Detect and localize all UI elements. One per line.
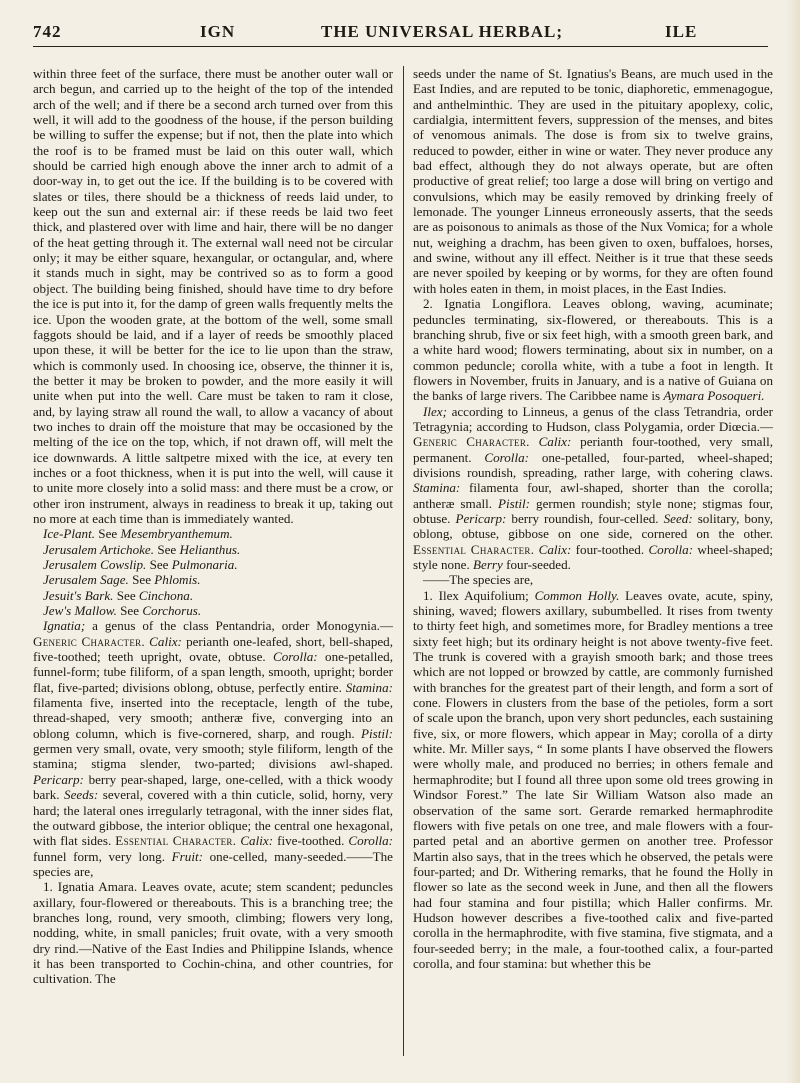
ignatia-entry: [33, 618, 393, 879]
xref-term: Jew's Mallow.: [43, 603, 117, 619]
xref-target: Pulmonaria.: [171, 557, 238, 572]
xref-ice-plant: [33, 526, 393, 541]
xref-term: Jerusalem Sage.: [43, 572, 129, 588]
xref-term: Ice-Plant.: [43, 526, 95, 542]
ignatius-beans-paragraph: seeds under the name of St. Ignatius's Beans, are much used in the East Indies, and are reputed to be tonic, diaphoretic, emmenagogue, and anthelminthic. They are used in the pituitary apoplexy, colic, cardialgia, intermittent fevers, suppression of the menses, and bites of venomous animals. The dose is from six to twelve grains, reduced to powder, either in wine or water. They never produce any bad effect, although they do not always operate, but are often productive of great relief; too large a dose will bring on vertigo and convulsions, which may be easily removed by drinking freely of lemonade. The younger Linneus erroneously asserts, that the seeds are as poisonous to animals as those of the Nux Vomica; for a whole nut, weighing a drachm, has been given to oxen, buffaloes, horses, and swine, without any ill effect. Neither is it true that these seeds are never spoiled by keeping or by worms, for they are often found with holes eaten in them, in moist places, in the East Indies.: [413, 66, 773, 296]
pericarp-label: Pericarp:: [33, 771, 84, 787]
species-name: 1. Ilex Aquifolium;: [423, 587, 529, 603]
seeds-label: Seeds:: [64, 787, 99, 803]
ess-corolla-label: Corolla:: [348, 833, 394, 849]
column-divider: [403, 66, 404, 1056]
xref-see: See: [98, 526, 118, 542]
fruit-label: Fruit:: [171, 848, 203, 864]
xref-jerusalem-artichoke: [33, 542, 393, 557]
ess-corolla-text: wheel-shaped; style none.: [413, 541, 774, 572]
fruit-text: one-celled, many-seeded.: [209, 848, 347, 864]
text-columns: [33, 66, 774, 1066]
corolla-label: Corolla:: [484, 449, 529, 465]
xref-target: Cinchona.: [138, 587, 194, 603]
species-name: 2. Ignatia Longiflora.: [423, 296, 552, 312]
pistil-text: germen roundish; style none; stigmas four, obtuse.: [413, 495, 773, 526]
pistil-label: Pistil:: [498, 495, 531, 511]
generic-character-heading: Generic Character.: [413, 434, 530, 450]
species-ilex-aquifolium: [413, 588, 773, 972]
caribbee-name: Aymara Posoqueri.: [663, 388, 765, 404]
species-text: Leaves ovate, acute, spiny, shining, waved; flowers axillary, subumbelled. It rises from twenty to thirty feet high, and sometimes more, for Bradley mentions a tree sixty feet high; but its ordinary height is not above twenty-five feet. The trunk is covered with a grayish smooth bark; and those trees which are not lopped or browzed by cattle, are commonly furnished with branches for the greatest part of their length, and form a sort of cone. Flowers in clusters from the base of the petioles, form a sort of scale upon the branch, upon very short peduncles, each sustaining five, six, or more flowers, which appear in May; corolla of a dirty white. Mr. Miller says, “ In some plants I have observed the flowers were wholly male, and produced no berries; in others female and hermaphrodite; but I found all three upon some old trees growing in Windsor Forest.” The late Sir William Watson also made an observation of the same sort. Gerarde remarked hermaphrodite flowers with five petals on one tree, and male flowers with a four-parted petal and an abortive germen on another tree. Professor Martin also says, that in the trees which he observed, the petals were four-parted; and Dr. Withering remarks, that he found the Holly in flower so late as the second week in June, and then all the flowers had four stamina and four pistilla; which Haller confirms. Mr. Hudson however describes a five-toothed calix and five-parted corolla in the hermaphrodite, with five stamina, five stigmata, and a four-seeded berry; in the male, a four-toothed calix, a four-parted corolla, and four stamina: but whether this be: [413, 587, 773, 971]
xref-term: Jerusalem Artichoke.: [43, 541, 155, 557]
species-text: Leaves oblong, waving, acuminate; peduncles terminating, six-flowered, or thereabouts. This is a branching shrub, five or six feet high, with a smooth green bark, and a white hard wood; flowers terminating, about six in number, on a common peduncle; corolla white, with a tube a foot in length. It flowers in November, fruits in January, and is a native of Guiana on the banks of large rivers. The Caribbee name is: [413, 296, 773, 404]
common-name: Common Holly.: [534, 587, 620, 603]
xref-jerusalem-sage: [33, 572, 393, 587]
xref-term: Jerusalem Cowslip.: [43, 557, 147, 572]
pistil-label: Pistil:: [360, 725, 393, 741]
pericarp-text: berry pear-shaped, large, one-celled, with a thick woody bark.: [33, 771, 394, 803]
xref-target: Mesembryanthemum.: [120, 526, 233, 542]
species-ignatia-longiflora: [413, 296, 773, 403]
right-column: [413, 66, 773, 971]
xref-target: Helianthus.: [179, 541, 241, 557]
calix-label: Calix:: [538, 434, 572, 450]
seed-label: Seed:: [663, 510, 693, 526]
xref-see: See: [149, 557, 169, 572]
page-edge-shading: [786, 0, 800, 1083]
corolla-text: one-petalled, four-parted, wheel-shaped; divisions roundish, spreading, rather large, with cohering claws.: [413, 449, 773, 480]
stamina-text: filamenta four, awl-shaped, shorter than the corolla; antheræ small.: [413, 480, 773, 511]
ess-calix-label: Calix:: [240, 833, 274, 849]
ice-house-paragraph: within three feet of the surface, there must be another outer wall or arch begun, and carried up to the height of the top of the intended arch of the well; and if there be a second arch turned over from this well, it will add to the goodness of the house, if the person building be willing to suffer the expense; but if not, then the plate into which the roof is to be framed must be laid on this outer wall, which should be carried high enough above the inner arch to admit of a door-way in, to get out the ice. If the building is to be covered with slates or tiles, there should be a thickness of reeds laid under, to keep out the sun and external air: if these reeds be laid two feet thick, and plastered over with lime and hair, there will be no danger of the heat getting through it. The external wall need not be circular only; it may be either square, hexangular, or octangular, and, where it stands much in sight, may be contrived so as to form a good object. The building being finished, should have time to dry before the ice is put into it, for the damp of green walls frequently melts the ice. Upon the wooden grate, at the bottom of the well, some small faggots should be laid, and if a layer of reeds be smoothly placed upon these, it will be better for the ice to lie upon than the straw, which is commonly used. In choosing ice, observe, the thinner it is, the better it may be broken to powder, and the more easily it will unite when put into the well. Care must be taken to ram it close, and, by laying straw all round the wall, to allow a vacancy of about two inches to drain off the moisture that may be occasioned by the melting of the ice on the top, which, if not drawn off, will melt the ice downwards. A little saltpetre mixed with the ice, at every ten inches or a foot thickness, when it is put into the well, will cause it to unite more closely into a solid mass: and there must be a crow, or other iron instrument, always in readiness to break it up, taking out no more at each time than is immediately wanted.: [33, 66, 393, 526]
calix-text: perianth one-leafed, short, bell-shaped, five-toothed; teeth upright, ovate, obtuse.: [33, 633, 394, 665]
pistil-text: germen very small, ovate, very smooth; style filiform, length of the stamina; stigma slender, two-parted; divisions awl-shaped.: [33, 741, 393, 772]
corolla-label: Corolla:: [273, 649, 318, 665]
running-header: [33, 20, 768, 47]
corolla-text: one-petalled, funnel-form; tube filiform, of a span length, smooth, upright; border flat, five-parted; divisions oblong, obtuse, perfectly entire.: [33, 649, 393, 695]
header-left-word: IGN: [200, 22, 236, 41]
ess-corolla-text: funnel form, very long.: [33, 848, 165, 864]
ess-calix-label: Calix:: [538, 541, 572, 557]
stamina-text: filamenta five, inserted into the receptacle, length of the tube, thread-shaped, very smooth; antheræ five, converging into an oblong column, which is five-cornered, sharp, and rough.: [33, 695, 393, 741]
essential-character-heading: Essential Character.: [413, 541, 535, 557]
xref-see: See: [132, 572, 152, 588]
ess-calix-text: five-toothed.: [277, 833, 345, 849]
page-number: 742: [33, 22, 62, 41]
calix-label: Calix:: [149, 633, 182, 649]
species-intro: ——The species are,: [33, 848, 393, 879]
species-ignatia-amara: [33, 879, 393, 986]
entry-term: Ilex;: [423, 403, 447, 419]
generic-character-heading: Generic Character.: [33, 633, 146, 649]
species-text: Leaves ovate, acute; stem scandent; peduncles axillary, four-flowered or thereabouts. This is a branching tree; the branches long, round, very smooth, climbing; flowers very long, nodding, white, in small panicles; fruit ovate, with a very smooth dry rind.—Native of the East Indies and Philippine Islands, whence it has been transported to Cochin-china, and other countries, for cultivation. The: [33, 879, 393, 987]
berry-text: four-seeded.: [506, 557, 571, 572]
stamina-label: Stamina:: [413, 480, 461, 496]
pericarp-label: Pericarp:: [455, 510, 507, 526]
xref-target: Phlomis.: [154, 572, 201, 588]
pericarp-text: berry roundish, four-celled.: [511, 510, 659, 526]
xref-see: See: [116, 587, 136, 603]
entry-intro: according to Linneus, a genus of the class Tetrandria, order Tetragynia; according to Hudson, class Polygamia, order Diœcia.—: [413, 403, 773, 434]
calix-text: perianth four-toothed, very small, permanent.: [413, 434, 773, 465]
ess-calix-text: four-toothed.: [575, 541, 645, 557]
species-name: 1. Ignatia Amara.: [43, 879, 138, 895]
xref-target: Corchorus.: [142, 603, 202, 619]
seeds-text: several, covered with a thin cuticle, solid, horny, very hard; the lateral ones irregularly tetragonal, with the inner sides flat, the outward gibbose, the interior oblique; the central one hexagonal, with flat sides.: [33, 787, 394, 849]
xref-jews-mallow: [33, 603, 393, 618]
left-column: [33, 66, 393, 987]
stamina-label: Stamina:: [345, 679, 394, 695]
species-intro-line: ——The species are,: [423, 572, 534, 588]
seed-text: solitary, bony, oblong, obtuse, gibbose on one side, cornered on the other.: [413, 510, 774, 542]
ilex-entry: [413, 404, 773, 573]
entry-term: Ignatia;: [43, 618, 86, 634]
header-right-word: ILE: [665, 22, 698, 41]
xref-jerusalem-cowslip: [33, 557, 393, 572]
xref-term: Jesuit's Bark.: [43, 587, 114, 603]
ess-corolla-label: Corolla:: [648, 541, 694, 557]
berry-label: Berry: [473, 557, 503, 572]
xref-see: See: [120, 603, 140, 619]
xref-jesuits-bark: [33, 588, 393, 603]
essential-character-heading: Essential Character.: [115, 833, 237, 849]
entry-intro: a genus of the class Pentandria, order Monogynia.—: [92, 618, 393, 634]
xref-see: See: [157, 541, 177, 557]
header-title: THE UNIVERSAL HERBAL;: [321, 22, 564, 41]
